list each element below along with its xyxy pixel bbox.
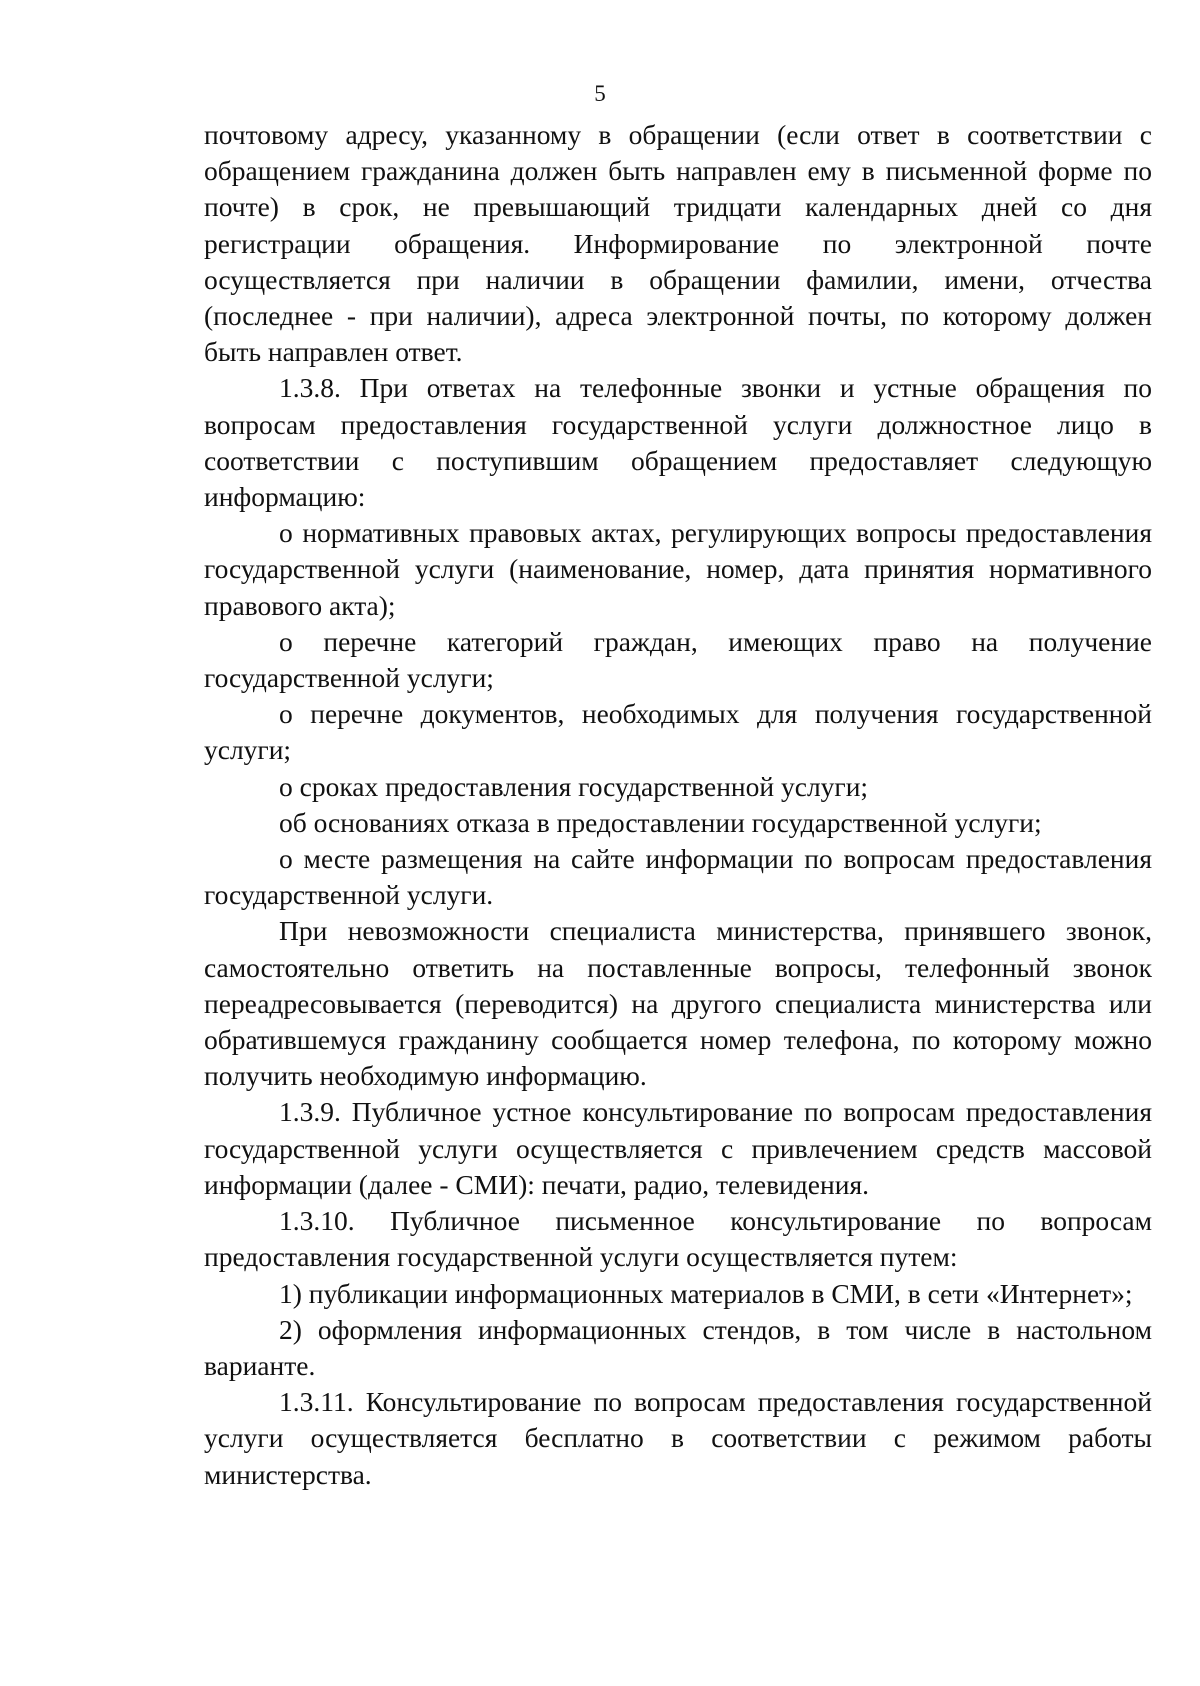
page-number: 5 — [594, 81, 606, 106]
list-item-documents: о перечне документов, необходимых для получения государственной услуги; — [204, 698, 1152, 766]
paragraph-continuation: почтовому адресу, указанному в обращении (если ответ в соответствии с обращением гражданина должен быть направлен ему в письменной форме по почте) в срок, не превышающий тридцати календарных дней со дня регистрации обращения. Информирование по электронной почте осуществляется при наличии в обращении фамилии, имени, отчества (последнее - при наличии), адреса электронной почты, по которому должен быть направлен ответ. — [204, 119, 1152, 368]
list-item-refusal-grounds: об основаниях отказа в предоставлении государственной услуги; — [279, 806, 1042, 838]
paragraph-1-3-8: 1.3.8. При ответах на телефонные звонки и устные обращения по вопросам предоставления государственной услуги должностное лицо в соответствии с поступившим обращением предоставляет следующую информацию: — [204, 372, 1152, 513]
paragraph-call-forwarding: При невозможности специалиста министерства, принявшего звонок, самостоятельно ответить на поставленные вопросы, телефонный звонок переадресовывается (переводится) на другого специалиста министерства или обратившемуся гражданину сообщается номер телефона, по которому можно получить необходимую информацию. — [204, 915, 1152, 1092]
list-item-normative-acts: о нормативных правовых актах, регулирующих вопросы предоставления государственной услуги (наименование, номер, дата принятия нормативного правового акта); — [204, 517, 1152, 621]
list-item-terms: о сроках предоставления государственной услуги; — [279, 770, 869, 802]
paragraph-1-3-11: 1.3.11. Консультирование по вопросам предоставления государственной услуги осуществляется бесплатно в соответствии с режимом работы министерства. — [204, 1386, 1152, 1490]
body-text — [204, 117, 1152, 1493]
paragraph-1-3-9: 1.3.9. Публичное устное консультирование по вопросам предоставления государственной услуги осуществляется с привлечением средств массовой информации (далее - СМИ): печати, радио, телевидения. — [204, 1096, 1152, 1200]
list-item-citizen-categories: о перечне категорий граждан, имеющих право на получение государственной услуги; — [204, 625, 1152, 694]
list-item-website-info: о месте размещения на сайте информации по вопросам предоставления государственной услуги. — [204, 843, 1152, 911]
list-item-publications: 1) публикации информационных материалов в СМИ, в сети «Интернет»; — [279, 1277, 1133, 1309]
list-item-stands: 2) оформления информационных стендов, в том числе в настольном варианте. — [204, 1313, 1152, 1381]
paragraph-1-3-10: 1.3.10. Публичное письменное консультирование по вопросам предоставления государственной услуги осуществляется путем: — [204, 1205, 1152, 1273]
